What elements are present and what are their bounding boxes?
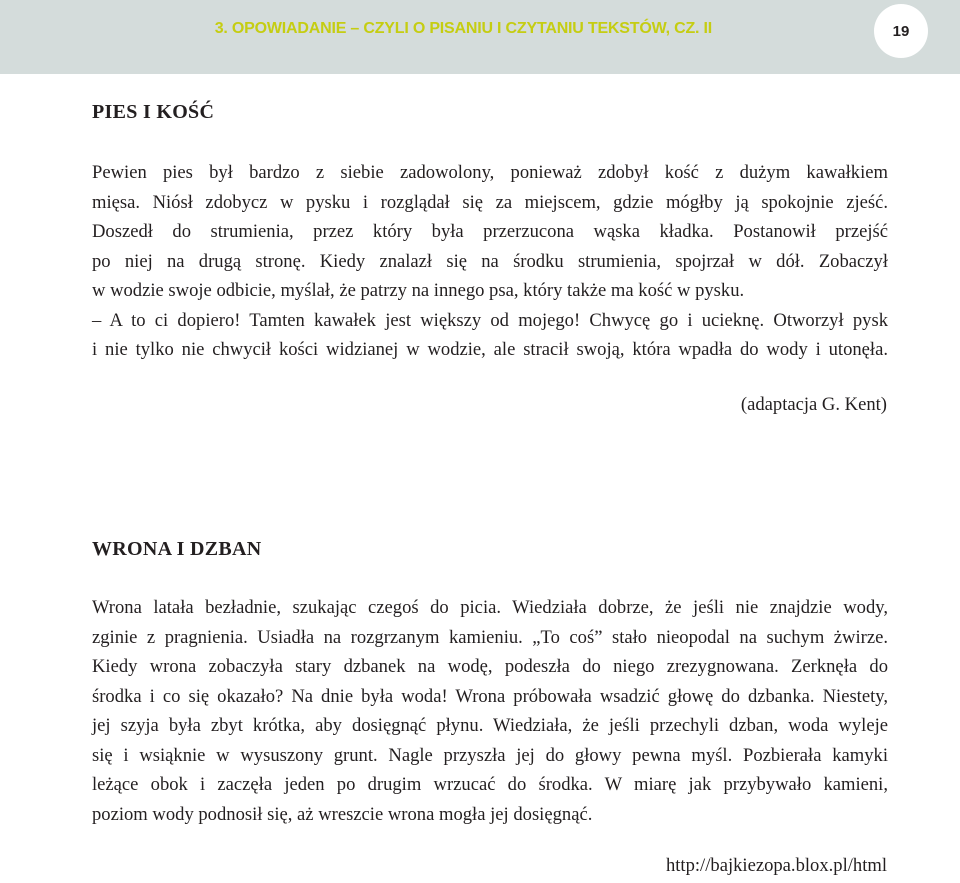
source-url: http://bajkiezopa.blox.pl/html	[665, 855, 887, 876]
story-title-pies-i-kosc: PIES I KOŚĆ	[92, 101, 215, 123]
header-bar	[0, 0, 960, 74]
text-line: leżące obok i zaczęła jeden po drugim wrzucać do środka. W miarę jak przybywało kamieni,	[92, 774, 888, 795]
text-line: jej szyja była zbyt krótka, aby dosięgnąć płynu. Wiedziała, że jeśli przechyli dzban, woda wyleje	[92, 715, 888, 736]
page-number-badge: 19	[874, 4, 928, 58]
text-line: Kiedy wrona zobaczyła stary dzbanek na wodę, podeszła do niego zrezygnowana. Zerknęła do	[92, 656, 888, 677]
text-line: Wrona latała bezładnie, szukając czegoś do picia. Wiedziała dobrze, że jeśli nie znajdzie wody,	[92, 597, 888, 618]
story-title-wrona-i-dzban: WRONA I DZBAN	[92, 538, 262, 560]
attribution-pies-i-kosc: (adaptacja G. Kent)	[740, 394, 887, 415]
story-body-pies-i-kosc	[92, 158, 888, 365]
text-line: poziom wody podnosił się, aż wreszcie wrona mogła jej dosięgnąć.	[92, 803, 593, 825]
text-line: Pewien pies był bardzo z siebie zadowolony, ponieważ zdobył kość z dużym kawałkiem	[92, 162, 888, 183]
text-line: po niej na drugą stronę. Kiedy znalazł się na środku strumienia, spojrzał w dół. Zobaczył	[92, 250, 888, 272]
running-head: 3. OPOWIADANIE – CZYLI O PISANIU I CZYTANIU TEKSTÓW, CZ. II	[214, 20, 712, 37]
text-line: – A to ci dopiero! Tamten kawałek jest większy od mojego! Chwycę go i ucieknę. Otworzył pysk	[92, 309, 888, 331]
text-line: środka i co się okazało? Na dnie była woda! Wrona próbowała wsadzić głowę do dzbanka. Niestety,	[92, 685, 888, 707]
text-line: zginie z pragnienia. Usiadła na rozgrzanym kamieniu. „To coś” stało nieopodal na suchym żwirze.	[92, 626, 888, 648]
text-line: Doszedł do strumienia, przez który była przerzucona wąska kładka. Postanowił przejść	[92, 221, 888, 242]
text-line: i nie tylko nie chwycił kości widzianej w wodzie, ale stracił swoją, która wpadła do wody i utonęła.	[92, 339, 888, 360]
text-line: w wodzie swoje odbicie, myślał, że patrzy na innego psa, który także ma kość w pysku.	[92, 280, 745, 301]
text-line: się i wsiąknie w wysuszony grunt. Nagle przyszła jej do głowy pewna myśl. Pozbierała kamyki	[92, 744, 888, 766]
story-body-wrona-i-dzban	[92, 593, 888, 829]
text-line: mięsa. Niósł zdobycz w pysku i rozglądał się za miejscem, gdzie mógłby ją spokojnie zjeść.	[92, 191, 888, 213]
